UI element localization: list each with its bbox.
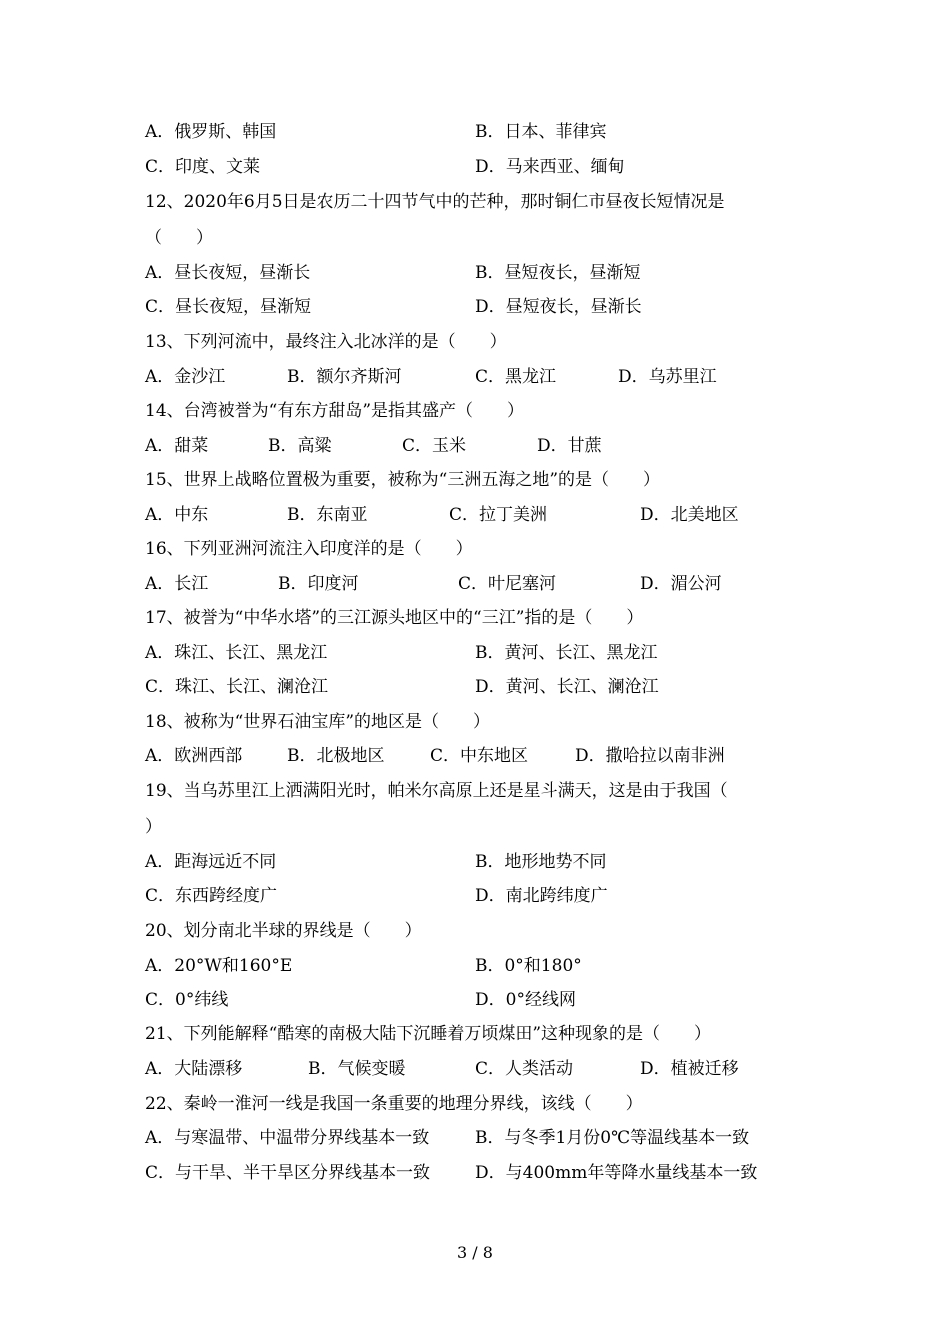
q18-option-c: C．中东地区 [430,746,529,766]
q14-option-a: A．甜菜 [145,436,209,456]
q17-option-a: A．珠江、长江、黑龙江 [145,643,328,663]
q16-option-a: A．长江 [145,574,209,594]
q14-option-b: B．高粱 [268,436,332,456]
q15-option-b: B．东南亚 [287,505,368,525]
q11-option-a: A．俄罗斯、韩国 [145,122,277,142]
q18-option-d: D．撒哈拉以南非洲 [575,746,725,766]
q18-stem: 18、被称为“世界石油宝库”的地区是（ ） [145,712,491,732]
q19-option-c: C．东西跨经度广 [145,886,278,906]
q16-option-c: C．叶尼塞河 [458,574,557,594]
q15-option-a: A．中东 [145,505,209,525]
q14-option-c: C．玉米 [402,436,467,456]
q15-option-c: C．拉丁美洲 [449,505,548,525]
q20-option-a: A．20°W和160°E [145,956,293,976]
q20-option-c: C．0°纬线 [145,990,229,1010]
q11-option-d: D．马来西亚、缅甸 [475,157,625,177]
q12-option-d: D．昼短夜长，昼渐长 [475,297,642,317]
q19-paren: ） [145,817,162,837]
q15-option-d: D．北美地区 [640,505,739,525]
q19-option-d: D．南北跨纬度广 [475,886,608,906]
q18-option-a: A．欧洲西部 [145,746,243,766]
q22-stem: 22、秦岭一淮河一线是我国一条重要的地理分界线，该线（ ） [145,1094,643,1114]
q17-option-d: D．黄河、长江、澜沧江 [475,677,659,697]
q13-option-b: B．额尔齐斯河 [287,367,402,387]
q14-stem: 14、台湾被誉为“有东方甜岛”是指其盛产（ ） [145,401,525,421]
q20-stem: 20、划分南北半球的界线是（ ） [145,921,422,941]
q21-stem: 21、下列能解释“酷寒的南极大陆下沉睡着万顷煤田”这种现象的是（ ） [145,1024,712,1044]
q12-option-a: A．昼长夜短，昼渐长 [145,263,311,283]
q20-option-d: D．0°经线网 [475,990,576,1010]
q12-option-c: C．昼长夜短，昼渐短 [145,297,312,317]
q21-option-d: D．植被迁移 [640,1059,739,1079]
q16-option-b: B．印度河 [278,574,359,594]
q13-option-d: D．乌苏里江 [618,367,717,387]
q12-stem: 12、2020年6月5日是农历二十四节气中的芒种，那时铜仁市昼夜长短情况是 [145,192,725,212]
q13-option-a: A．金沙江 [145,367,226,387]
q13-stem: 13、下列河流中，最终注入北冰洋的是（ ） [145,332,507,352]
q16-stem: 16、下列亚洲河流注入印度洋的是（ ） [145,539,473,559]
q11-option-c: C．印度、文莱 [145,157,261,177]
q13-option-c: C．黑龙江 [475,367,557,387]
q21-option-b: B．气候变暖 [308,1059,406,1079]
q17-option-c: C．珠江、长江、澜沧江 [145,677,329,697]
q19-stem: 19、当乌苏里江上洒满阳光时，帕米尔高原上还是星斗满天，这是由于我国（ [145,781,728,801]
q22-option-d: D．与400mm年等降水量线基本一致 [475,1163,758,1183]
q20-option-b: B．0°和180° [475,956,582,976]
q16-option-d: D．湄公河 [640,574,722,594]
page-number: 3 / 8 [457,1243,493,1262]
q18-option-b: B．北极地区 [287,746,385,766]
q17-option-b: B．黄河、长江、黑龙江 [475,643,658,663]
q19-option-b: B．地形地势不同 [475,852,607,872]
q19-option-a: A．距海远近不同 [145,852,277,872]
q21-option-a: A．大陆漂移 [145,1059,243,1079]
q11-option-b: B．日本、菲律宾 [475,122,607,142]
q22-option-a: A．与寒温带、中温带分界线基本一致 [145,1128,430,1148]
q14-option-d: D．甘蔗 [537,436,602,456]
q22-option-c: C．与干旱、半干旱区分界线基本一致 [145,1163,431,1183]
q22-option-b: B．与冬季1月份0℃等温线基本一致 [475,1128,750,1148]
q12-paren: （ ） [145,228,213,248]
q15-stem: 15、世界上战略位置极为重要，被称为“三洲五海之地”的是（ ） [145,470,661,490]
q12-option-b: B．昼短夜长，昼渐短 [475,263,641,283]
q17-stem: 17、被誉为“中华水塔”的三江源头地区中的“三江”指的是（ ） [145,608,644,628]
q21-option-c: C．人类活动 [475,1059,574,1079]
